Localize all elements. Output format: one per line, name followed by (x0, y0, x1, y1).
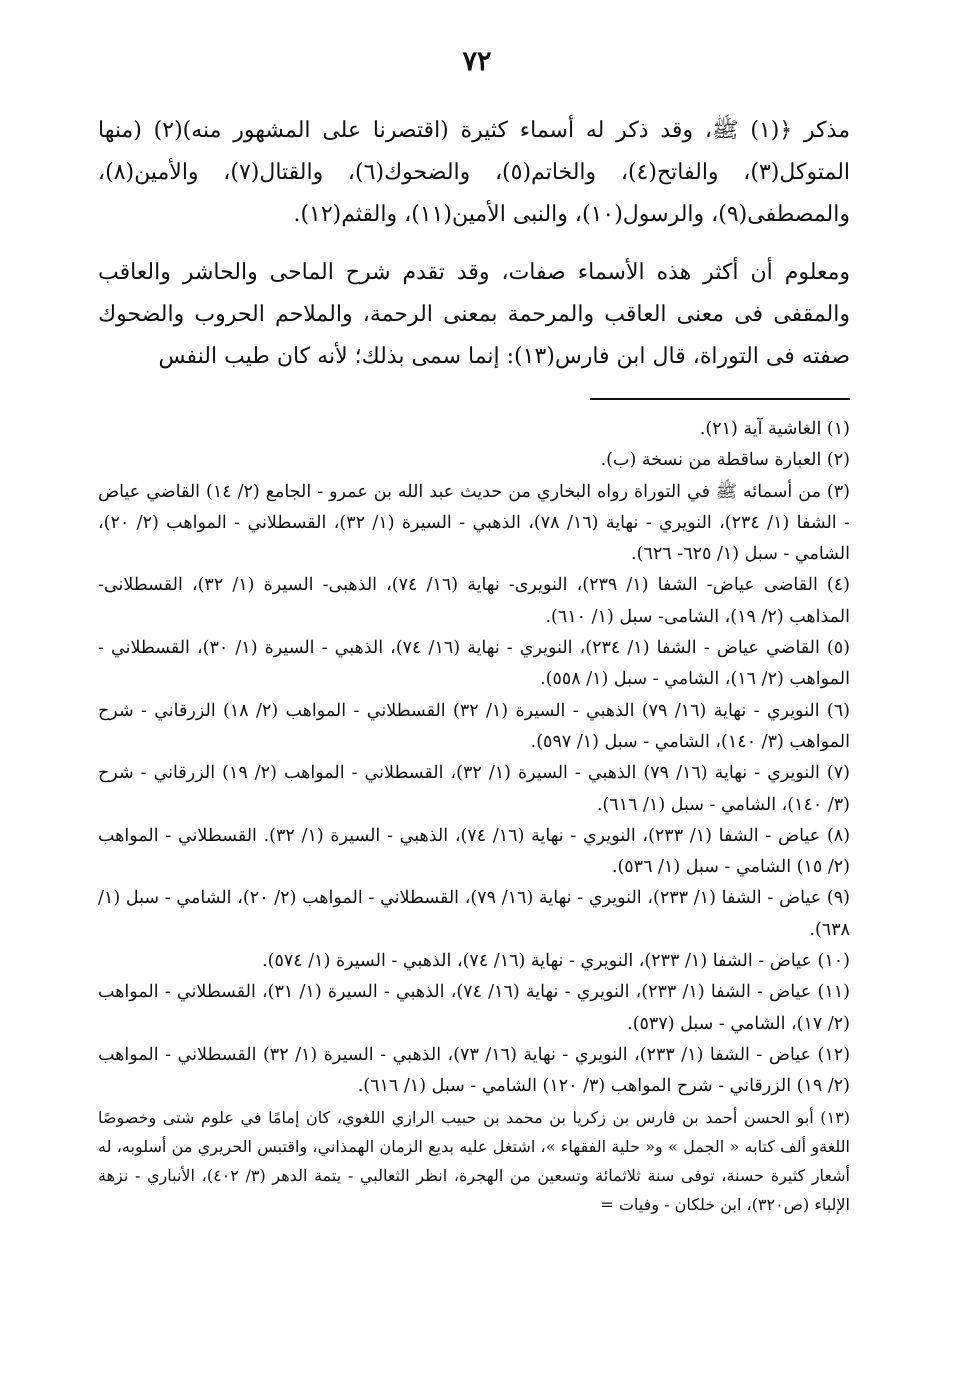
footnote-divider (590, 398, 850, 400)
footnote: (٨) عياض - الشفا (١/ ٢٣٣)، النويري - نهاية (١٦/ ٧٤)، الذهبي - السيرة (١/ ٣٢). القسطلاني - المواهب (٢/ ١٥) الشامي - سبل (١/ ٥٣٦). (98, 825, 851, 878)
footnote: (١٢) عياض - الشفا (١/ ٢٣٣)، النويري - نهاية (١٦/ ٧٣)، الذهبي - السيرة (١/ ٣٢) القسطلاني - المواهب (٢/ ١٩) الزرقاني - شرح المواهب (٣/ ١٢٠) الشامي - سبل (١/ ٦١٦). (98, 1044, 851, 1097)
page-number: ٧٢ (462, 46, 492, 77)
footnotes (98, 414, 850, 1219)
footnote: (٦) النويري - نهاية (١٦/ ٧٩) الذهبي - السيرة (١/ ٣٢) القسطلاني - المواهب (٢/ ١٨) الزرقاني - شرح المواهب (٣/ ١٤٠)، الشامي - سبل (١/ ٥٩٧). (98, 700, 850, 752)
paragraph: مذكر ﴿(١) ﷺ، وقد ذكر له أسماء كثيرة (اقتصرنا على المشهور منه)(٢) (منها المتوكل(٣)، والفاتح(٤)، والخاتم(٥)، والضحوك(٦)، والقتال(٧)، والأمين(٨)، والمصطفى(٩)، والرسول(١٠)، والنبى الأمين(١١)، والقثم(١٢). (98, 118, 851, 227)
paragraph: ومعلوم أن أكثر هذه الأسماء صفات، وقد تقدم شرح الماحى والحاشر والعاقب والمقفى فى معنى العاقب والمرحمة بمعنى الرحمة، والملاحم الحروب والضحوك صفته فى التوراة، قال ابن فارس(١٣): إنما سمى بذلك؛ لأنه كان طيب النفس (98, 260, 850, 369)
main-text (98, 110, 850, 378)
footnote: (٢) العبارة ساقطة من نسخة (ب). (600, 450, 850, 471)
footnote: (٣) من أسمائه ﷺ في التوراة رواه البخاري من حديث عبد الله بن عمرو - الجامع (٢/ ١٤) القاضي عياض - الشفا (١/ ٢٣٤)، النويري - نهاية (١٦/ ٧٨)، الذهبي - السيرة (١/ ٣٢)، القسطلاني - المواهب (٢/ ٢٠)، الشامي - سبل (١/ ٦٢٥- ٦٢٦). (98, 481, 850, 565)
footnote: (١١) عياض - الشفا (١/ ٢٣٣)، النويري - نهاية (١٦/ ٧٤)، الذهبي - السيرة (١/ ٣١)، القسطلاني - المواهب (٢/ ١٧)، الشامي - سبل (٥٣٧). (98, 982, 850, 1034)
footnote: (٥) القاضي عياض - الشفا (١/ ٢٣٤)، النويري - نهاية (١٦/ ٧٤)، الذهبي - السيرة (١/ ٣٠)، القسطلاني - المواهب (٢/ ١٦)، الشامي - سبل (١/ ٥٥٨). (98, 638, 850, 690)
footnote: (١) الغاشية آية (٢١). (699, 419, 850, 439)
footnote: (٧) النويري - نهاية (١٦/ ٧٩) الذهبي - السيرة (١/ ٣٢)، القسطلاني - المواهب (٢/ ١٩) الزرقاني - شرح (٣/ ١٤٠)، الشامي - سبل (١/ ٦١٦). (98, 763, 850, 815)
footnote: (٤) القاضى عياض- الشفا (١/ ٢٣٩)، النويرى- نهاية (١٦/ ٧٤)، الذهبى- السيرة (١/ ٣٢)، القسطلانى- المذاهب (٢/ ١٩)، الشامى- سبل (١/ ٦١٠). (98, 575, 850, 627)
footnote: (٩) عياض - الشفا (١/ ٢٣٣)، النويري - نهاية (١٦/ ٧٩)، القسطلاني - المواهب (٢/ ٢٠)، الشامي - سبل (١/ ٦٣٨). (98, 888, 850, 940)
footnote: (١٠) عياض - الشفا (١/ ٢٣٣)، النويري - نهاية (١٦/ ٧٤)، الذهبي - السيرة (١/ ٥٧٤). (262, 951, 850, 972)
footnote: (١٣) أبو الحسن أحمد بن فارس بن زكريا بن محمد بن حبيب الرازي اللغوي، كان إمامًا في علوم شتى وخصوصًا اللغةو ألف كتابه « الجمل » و« حلية الفقهاء »، اشتغل عليه بديع الزمان الهمذاني، واقتبس الحريري من أسلوبه، له أشعار كثيرة حسنة، توفى سنة ثلاثمائة وتسعين من الهجرة، انظر الثعالبي - يتمة الدهر (٣/ ٤٠٢)، الأنباري - نزهة الإلباء (ص٣٢٠)، ابن خلكان - وفيات = (98, 1107, 851, 1214)
